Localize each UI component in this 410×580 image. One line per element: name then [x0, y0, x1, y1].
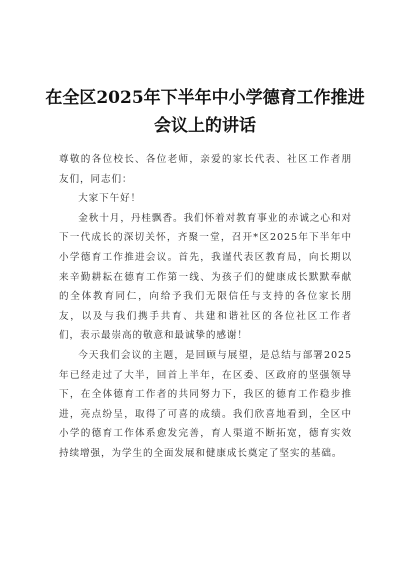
theme-paragraph: 今天我们会议的主题，是回顾与展望，是总结与部署2025年已经走过了大半，回首上半年，在区委、区政府的坚强领导下，在全体德育工作者的共同努力下，我区的德育工作稳步推进，亮点纷呈，取得了可喜的成绩。我们欣喜地看到，全区中小学的德育工作体系愈发完善，育人渠道不断拓宽，德育实效持续增强，为学生的全面发展和健康成长奠定了坚实的基础。	[59, 349, 352, 459]
greeting-paragraph: 大家下午好！	[78, 193, 142, 205]
salutation-paragraph: 尊敬的各位校长、各位老师，亲爱的家长代表、社区工作者朋友们，同志们：	[59, 154, 352, 185]
document-title: 在全区2025年下半年中小学德育工作推进会议上的讲话	[45, 88, 365, 136]
document-body	[59, 150, 352, 464]
opening-paragraph: 金秋十月，丹桂飘香。我们怀着对教育事业的赤诚之心和对下一代成长的深切关怀，齐聚一堂，召开*区2025年下半年中小学德育工作推进会议。首先，我谨代表区教育局，向长期以来辛勤耕耘在德育工作第一线、为孩子们的健康成长默默奉献的全体教育同仁，向给予我们无限信任与支持的各位家长朋友，以及与我们携手共育、共建和谐社区的各位社区工作者们，表示最崇高的敬意和最诚挚的感谢！	[59, 212, 352, 342]
